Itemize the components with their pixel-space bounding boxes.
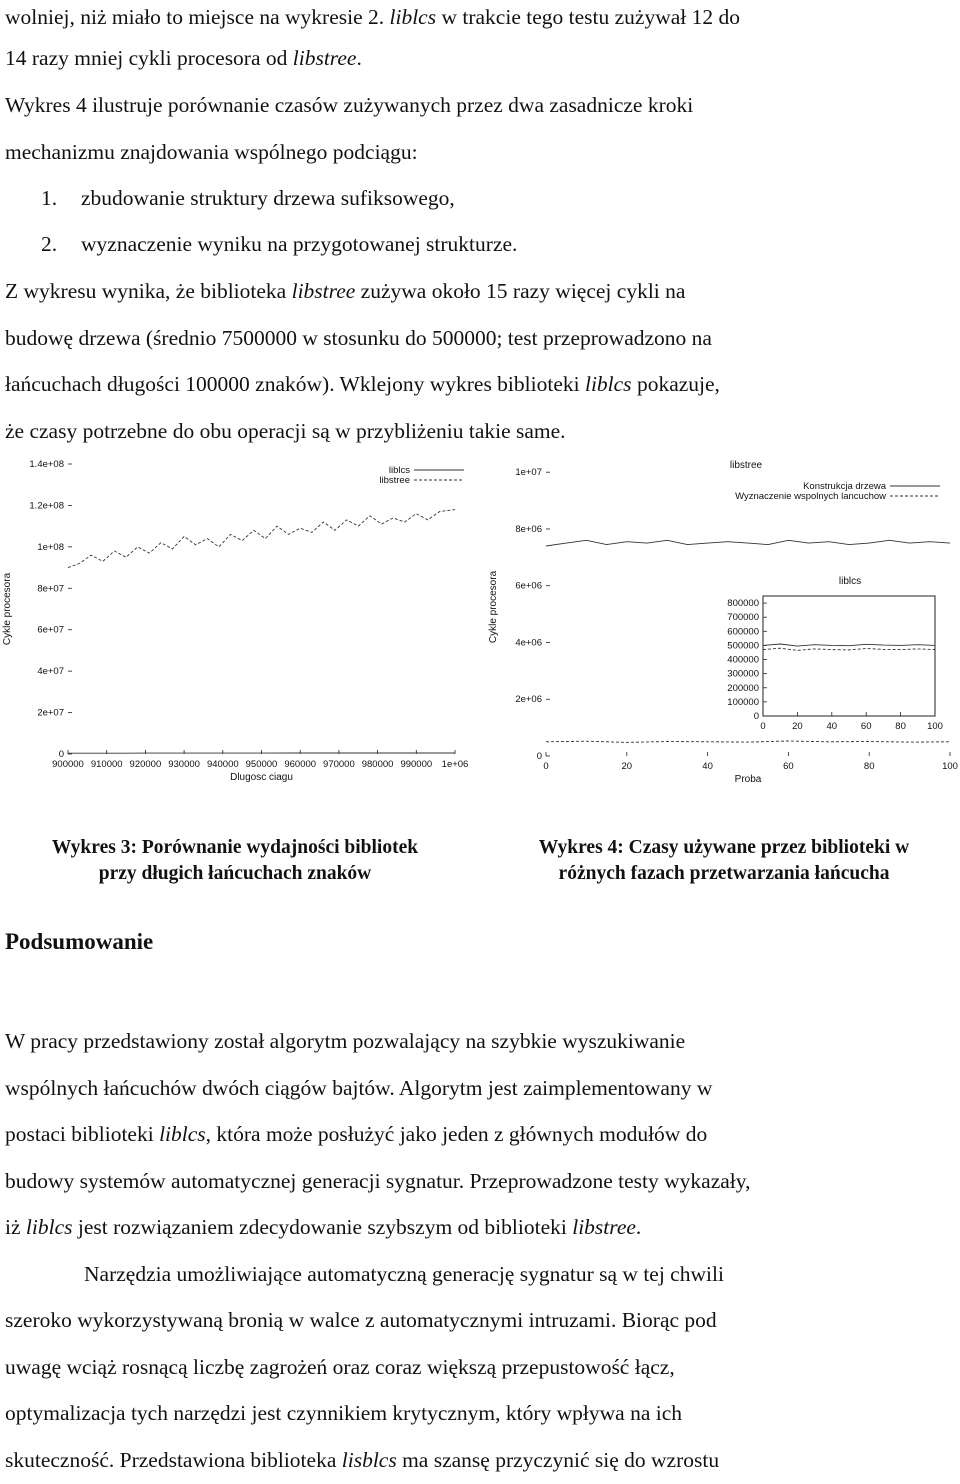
y-tick-label: 8e+06	[515, 524, 542, 535]
x-axis-label: Dlugosc ciagu	[230, 772, 293, 783]
y-tick-label: 2e+07	[37, 708, 64, 719]
x-tick-label: 60	[783, 761, 794, 772]
x-tick-label: 960000	[284, 759, 316, 770]
text-line: budowę drzewa (średnio 7500000 w stosunku do 500000; test przeprowadzono na	[5, 315, 712, 362]
x-tick-label: 1e+06	[442, 759, 469, 770]
x-tick-label: 100	[927, 721, 943, 732]
series-line	[68, 510, 455, 568]
figure-4	[488, 448, 960, 798]
x-tick-label: 20	[792, 721, 803, 732]
x-tick-label: 40	[702, 761, 713, 772]
x-tick-label: 990000	[400, 759, 432, 770]
x-tick-label: 950000	[246, 759, 278, 770]
x-tick-label: 0	[760, 721, 765, 732]
x-tick-label: 0	[543, 761, 548, 772]
y-tick-label: 0	[537, 751, 542, 762]
text-line: szeroko wykorzystywaną bronią w walce z automatycznymi intruzami. Biorąc pod	[5, 1297, 717, 1344]
text-line: uwagę wciąż rosnącą liczbę zagrożeń oraz coraz większą przepustowość łącz,	[5, 1344, 675, 1391]
series-line	[763, 648, 935, 650]
series-line	[763, 644, 935, 646]
y-tick-label: 0	[59, 749, 64, 760]
list-item: 1. zbudowanie struktury drzewa sufiksowego,	[41, 175, 455, 222]
figure-3	[0, 448, 480, 798]
x-tick-label: 940000	[207, 759, 239, 770]
legend-label: libstree	[379, 475, 410, 486]
y-axis-label: Cykle procesora	[488, 570, 499, 643]
text-line: budowy systemów automatycznej generacji sygnatur. Przeprowadzone testy wykazały,	[5, 1158, 751, 1205]
y-tick-label: 400000	[727, 655, 759, 666]
text-line: 14 razy mniej cykli procesora od libstree.	[5, 35, 362, 82]
y-tick-label: 1e+07	[515, 467, 542, 478]
y-tick-label: 8e+07	[37, 583, 64, 594]
x-tick-label: 60	[861, 721, 872, 732]
plot-frame	[68, 464, 455, 754]
text-line: Z wykresu wynika, że biblioteka libstree zużywa około 15 razy więcej cykli na	[5, 268, 685, 315]
chart-phases	[488, 448, 960, 798]
y-tick-label: 6e+06	[515, 581, 542, 592]
y-tick-label: 100000	[727, 697, 759, 708]
chart-title: liblcs	[839, 576, 861, 587]
figure-3-caption: Wykres 3: Porównanie wydajności bibliotek przy długich łańcuchach znaków	[0, 835, 470, 887]
text-line: Narzędzia umożliwiające automatyczną generację sygnatur są w tej chwili	[84, 1251, 724, 1298]
x-tick-label: 100	[942, 761, 958, 772]
y-tick-label: 0	[754, 711, 759, 722]
text-line: postaci biblioteki liblcs, która może posłużyć jako jeden z głównych modułów do	[5, 1111, 707, 1158]
text-line: że czasy potrzebne do obu operacji są w przybliżeniu takie same.	[5, 408, 566, 455]
series-line	[546, 540, 950, 546]
series-line	[546, 741, 950, 742]
figure-4-caption: Wykres 4: Czasy używane przez biblioteki w różnych fazach przetwarzania łańcucha	[488, 835, 960, 887]
x-tick-label: 80	[864, 761, 875, 772]
x-tick-label: 910000	[91, 759, 123, 770]
text-line: mechanizmu znajdowania wspólnego podciągu:	[5, 129, 418, 176]
text-line: wolniej, niż miało to miejsce na wykresie 2. liblcs w trakcie tego testu zużywał 12 do	[5, 0, 740, 41]
legend-label: Konstrukcja drzewa	[803, 481, 887, 492]
y-tick-label: 500000	[727, 640, 759, 651]
list-item: 2. wyznaczenie wyniku na przygotowanej strukturze.	[41, 221, 517, 268]
text-line: W pracy przedstawiony został algorytm pozwalający na szybkie wyszukiwanie	[5, 1018, 685, 1065]
y-tick-label: 700000	[727, 612, 759, 623]
y-tick-label: 6e+07	[37, 625, 64, 636]
x-tick-label: 80	[895, 721, 906, 732]
text-line: Wykres 4 ilustruje porównanie czasów zużywanych przez dwa zasadnicze kroki	[5, 82, 693, 129]
x-tick-label: 920000	[130, 759, 162, 770]
legend-label: Wyznaczenie wspolnych lancuchow	[735, 491, 886, 502]
text-line: skuteczność. Przedstawiona biblioteka lisblcs ma szansę przyczynić się do wzrostu	[5, 1437, 719, 1484]
x-tick-label: 970000	[323, 759, 355, 770]
section-title: Podsumowanie	[5, 929, 153, 955]
y-tick-label: 600000	[727, 626, 759, 637]
y-tick-label: 1e+08	[37, 542, 64, 553]
x-tick-label: 900000	[52, 759, 84, 770]
x-tick-label: 930000	[168, 759, 200, 770]
text-line: łańcuchach długości 100000 znaków). Wklejony wykres biblioteki liblcs pokazuje,	[5, 361, 720, 408]
plot-frame	[763, 596, 935, 716]
x-tick-label: 20	[622, 761, 633, 772]
y-tick-label: 2e+06	[515, 694, 542, 705]
y-axis-label: Cykle procesora	[2, 572, 13, 645]
text-line: wspólnych łańcuchów dwóch ciągów bajtów. Algorytm jest zaimplementowany w	[5, 1065, 712, 1112]
text-line: iż liblcs jest rozwiązaniem zdecydowanie szybszym od biblioteki libstree.	[5, 1204, 641, 1251]
x-axis-label: Proba	[735, 774, 762, 785]
y-tick-label: 4e+07	[37, 666, 64, 677]
y-tick-label: 1.2e+08	[29, 500, 64, 511]
chart-title: libstree	[730, 460, 763, 471]
legend-label: liblcs	[389, 465, 410, 476]
y-tick-label: 800000	[727, 598, 759, 609]
text-line: optymalizacja tych narzędzi jest czynnikiem krytycznym, który wpływa na ich	[5, 1390, 682, 1437]
y-tick-label: 300000	[727, 669, 759, 680]
x-tick-label: 980000	[362, 759, 394, 770]
y-tick-label: 200000	[727, 683, 759, 694]
x-tick-label: 40	[827, 721, 838, 732]
y-tick-label: 4e+06	[515, 637, 542, 648]
y-tick-label: 1.4e+08	[29, 459, 64, 470]
chart-performance	[0, 448, 480, 798]
